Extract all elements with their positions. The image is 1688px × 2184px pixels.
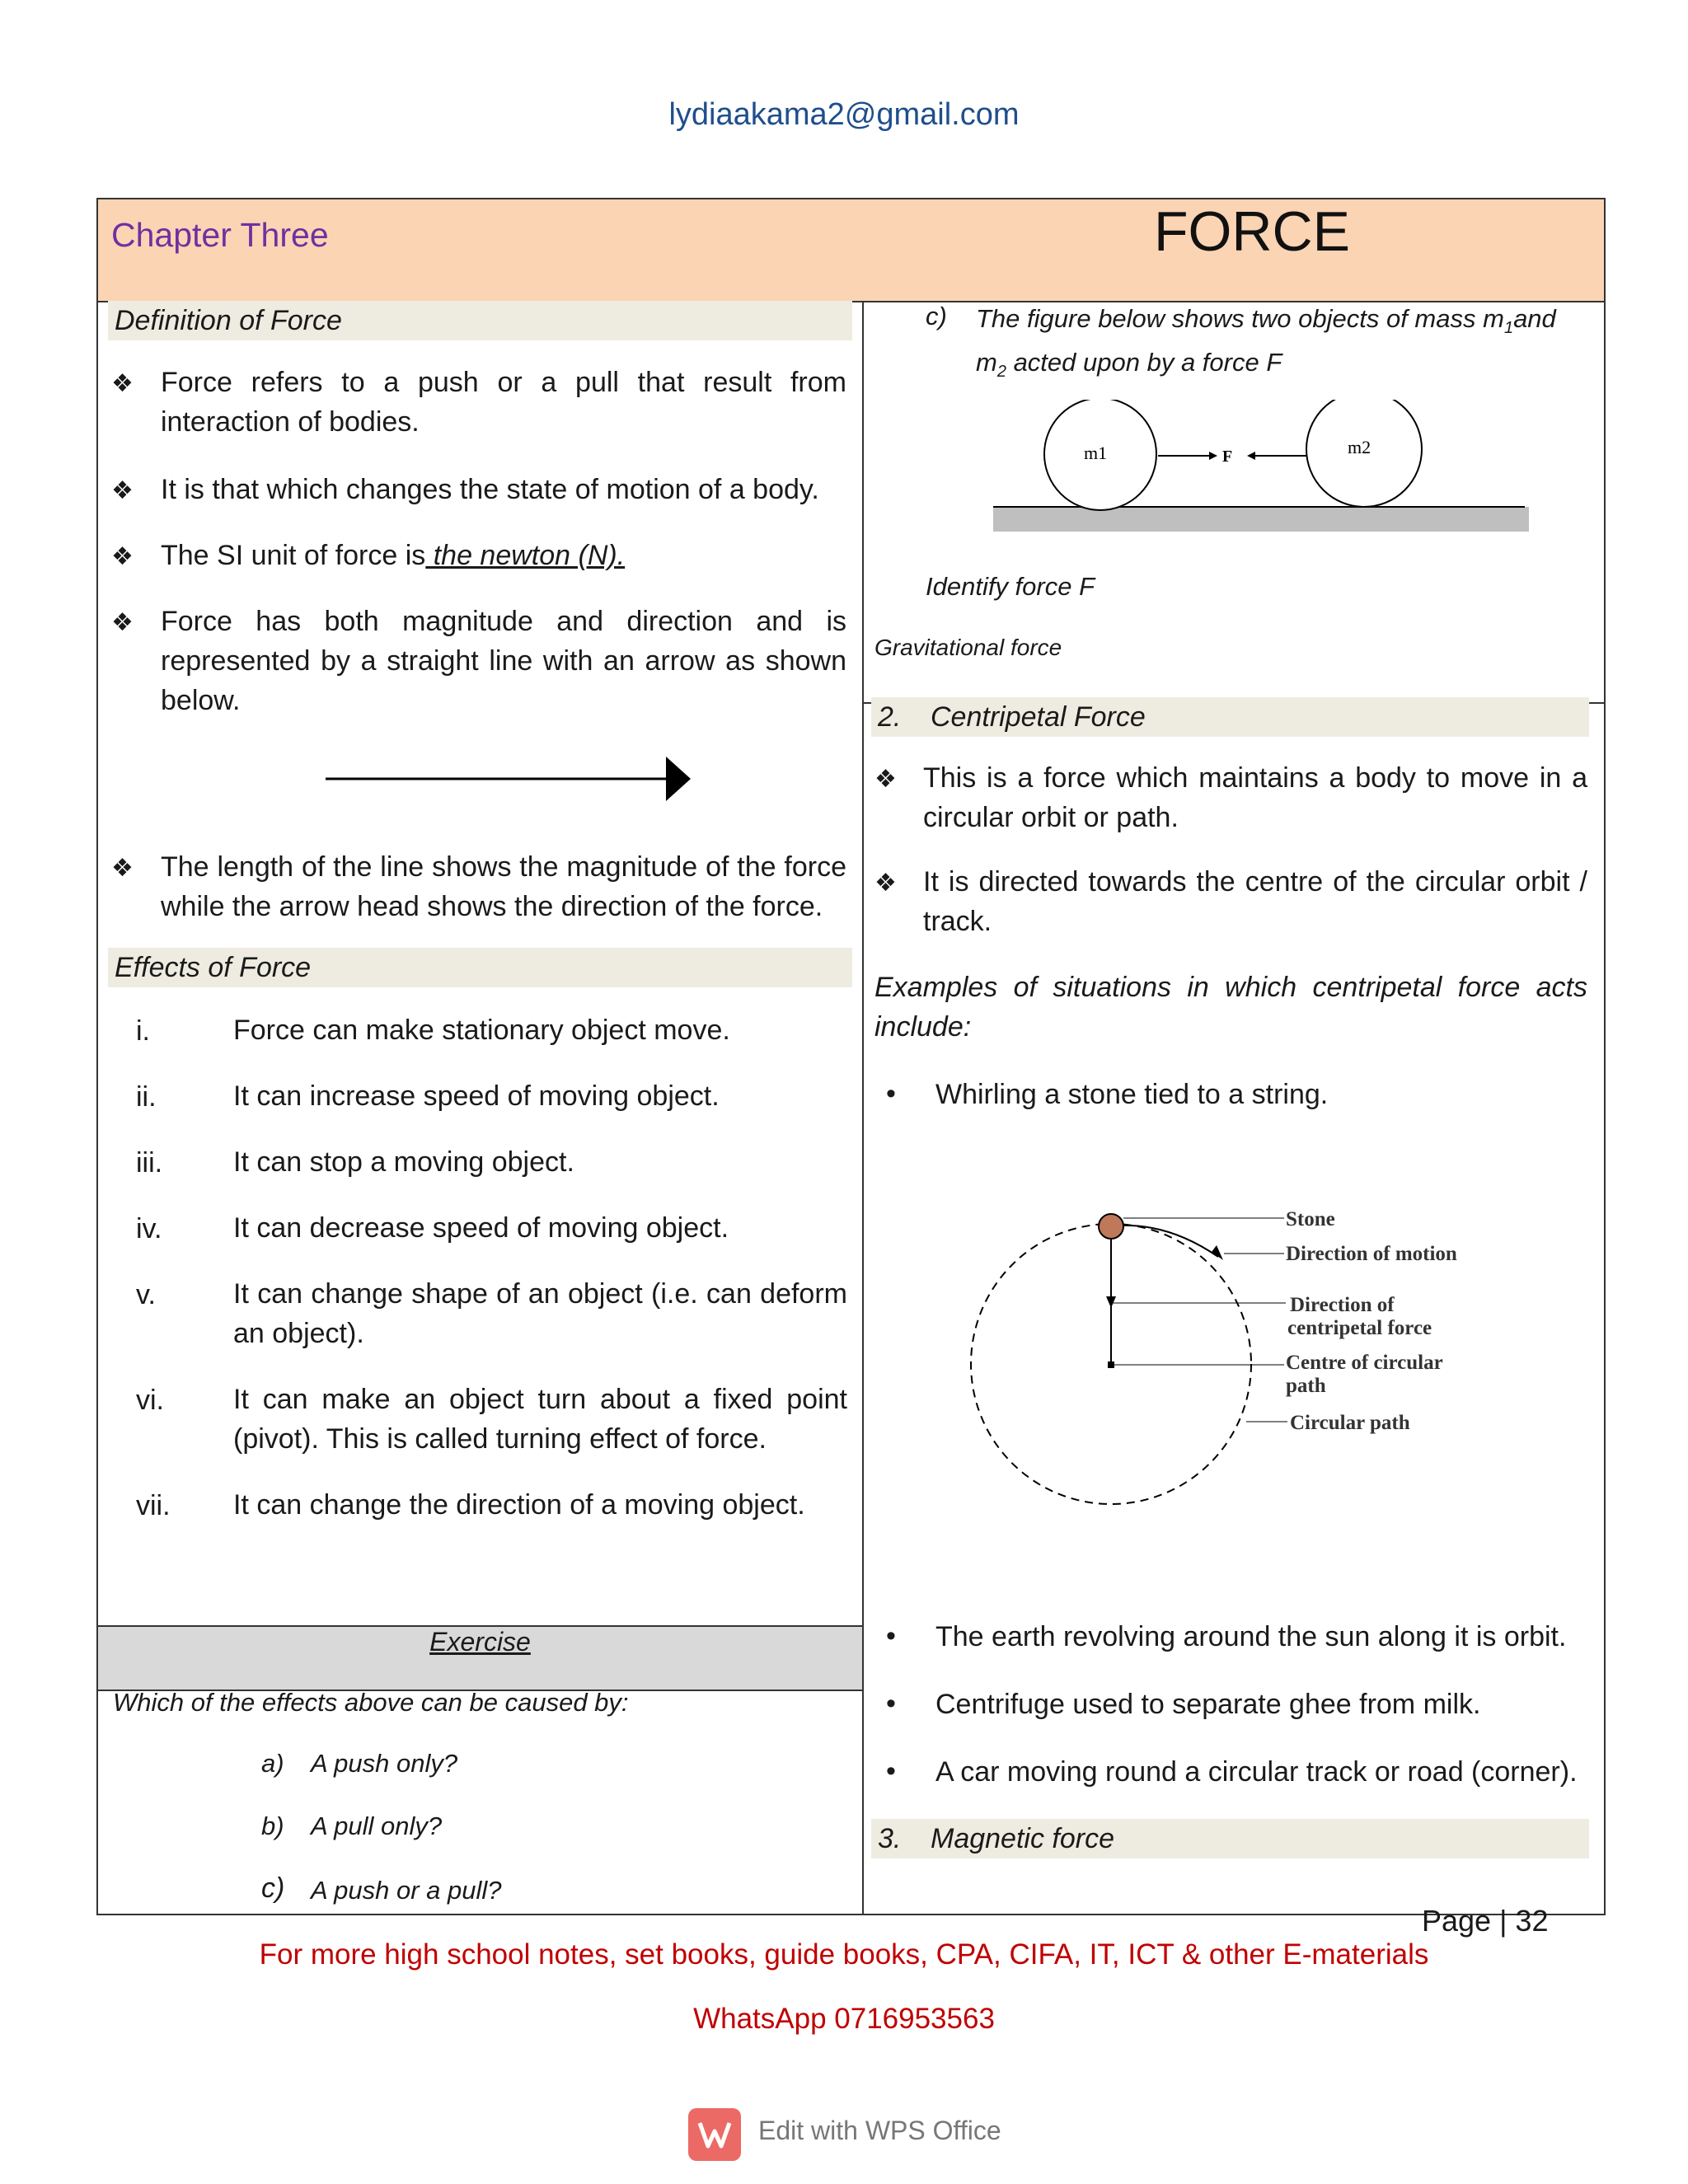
magnetic-heading: Magnetic force [931,1823,1114,1854]
effect-number: iv. [136,1213,162,1244]
wps-w-icon [688,2108,741,2161]
arrowhead-icon [1247,452,1255,460]
centripetal-number: 2. [878,701,902,733]
direction-centripetal-label: Direction of [1290,1294,1395,1316]
magnetic-number: 3. [878,1823,902,1854]
examples-intro: Examples of situations in which centripetal force acts include: [874,972,1587,1043]
exercise-label: c) [261,1872,285,1904]
promo-text: For more high school notes, set books, guide books, CPA, CIFA, IT, ICT & other E-materials [259,1938,1429,1971]
exercise-question: Which of the effects above can be caused by: [113,1688,629,1717]
exercise-label: a) [261,1749,284,1778]
question-text-part: The figure below shows two objects of mass m [976,304,1504,333]
motion-arc [1121,1226,1218,1257]
wps-logo-icon[interactable] [688,2108,741,2161]
bullet-diamond-icon: ❖ [111,370,134,397]
bullet-dot-icon: • [886,1620,896,1652]
circular-path-label: Circular path [1290,1412,1410,1434]
direction-motion-label: Direction of motion [1286,1243,1457,1265]
definition-bullet-2: It is that which changes the state of motion of a body. [161,474,819,505]
exercise-item: A push only? [311,1749,458,1778]
motion-arrow-icon [1212,1245,1223,1260]
si-unit-value: the newton (N). [425,540,626,571]
centre-point [1108,1361,1114,1368]
direction-centripetal-label: centripetal force [1287,1317,1432,1339]
effect-item: It can make an object turn about a fixed point (pivot). This is called turning effect of force. [233,1384,847,1455]
answer-text: Gravitational force [874,635,1062,660]
arrow-head-icon [666,757,691,801]
example-item: Centrifuge used to separate ghee from milk. [935,1689,1481,1720]
effect-item: It can increase speed of moving object. [233,1080,720,1112]
effect-number: ii. [136,1081,157,1113]
effect-number: iii. [136,1147,163,1179]
bullet-diamond-icon: ❖ [111,477,134,504]
direction-bullet: Force has both magnitude and direction and is represented by a straight line with an arrow as shown below. [161,606,846,716]
bullet-diamond-icon: ❖ [874,869,897,897]
effect-number: vii. [136,1490,171,1521]
two-masses-diagram [985,400,1537,536]
subscript: 1 [1503,319,1514,338]
exercise-item: A pull only? [311,1811,443,1840]
circular-motion-diagram [956,1191,1517,1529]
bullet-diamond-icon: ❖ [111,855,134,882]
definition-heading: Definition of Force [108,301,852,340]
bullet-dot-icon: • [886,1755,896,1787]
exercise-title: Exercise [429,1627,531,1657]
centripetal-arrow-icon [1106,1296,1116,1308]
si-unit-line [161,536,846,575]
effect-item: Force can make stationary object move. [233,1015,730,1046]
example-item: The earth revolving around the sun along it is orbit. [935,1621,1567,1652]
effect-item: It can change shape of an object (i.e. can deform an object). [233,1278,847,1349]
magnetic-heading-bar [871,1819,1589,1858]
effects-heading: Effects of Force [108,948,852,987]
bullet-dot-icon: • [886,1688,896,1719]
centripetal-heading: Centripetal Force [931,701,1146,733]
bullet-diamond-icon: ❖ [111,609,134,636]
effect-item: It can decrease speed of moving object. [233,1212,729,1244]
whatsapp-text: WhatsApp 0716953563 [693,2003,995,2035]
email-header[interactable]: lydiaakama2@gmail.com [668,97,1020,132]
centripetal-heading-bar [871,697,1589,737]
exercise-item: A push or a pull? [311,1876,502,1905]
centre-label: path [1286,1375,1326,1397]
page-title: FORCE [1154,200,1350,263]
effect-item: It can change the direction of a moving object. [233,1489,805,1521]
m1-label: m1 [1084,443,1108,463]
chapter-label: Chapter Three [111,216,329,254]
example-item: A car moving round a circular track or road (corner). [935,1756,1578,1788]
length-bullet: The length of the line shows the magnitude of the force while the arrow head shows the direction of the force. [161,851,846,922]
centripetal-bullet-1: This is a force which maintains a body to move in a circular orbit or path. [923,762,1587,833]
effect-number: vi. [136,1385,164,1416]
m2-label: m2 [1348,437,1372,457]
subscript: 2 [996,363,1006,382]
bullet-diamond-icon: ❖ [111,543,134,570]
question-text [976,302,1586,389]
exercise-label: b) [261,1811,284,1840]
question-text-part: m [976,348,997,377]
column-divider [862,302,864,1915]
si-unit-prefix: The SI unit of force is [161,540,426,571]
page-number: Page | 32 [1422,1904,1549,1938]
effect-number: v. [136,1279,156,1310]
centripetal-bullet-2: It is directed towards the centre of the circular orbit / track. [923,866,1587,937]
effect-number: i. [136,1015,150,1047]
wps-edit-link[interactable]: Edit with WPS Office [758,2116,1001,2145]
stone-label: Stone [1286,1208,1335,1230]
force-f-label: F [1222,448,1233,466]
definition-bullet-1: Force refers to a push or a pull that result from interaction of bodies. [161,367,846,438]
example-item: Whirling a stone tied to a string. [935,1079,1329,1110]
bullet-diamond-icon: ❖ [874,766,897,793]
effect-item: It can stop a moving object. [233,1146,574,1178]
stone [1099,1214,1123,1239]
arrowhead-icon [1209,452,1217,460]
centre-label: Centre of circular [1286,1352,1443,1374]
question-text-part: and [1513,304,1556,333]
identify-prompt: Identify force F [926,572,1095,601]
ground-surface [993,507,1529,532]
question-label: c) [926,302,947,330]
question-text-part: acted upon by a force F [1006,348,1282,377]
force-arrow-diagram [321,750,692,808]
bullet-dot-icon: • [886,1078,896,1109]
